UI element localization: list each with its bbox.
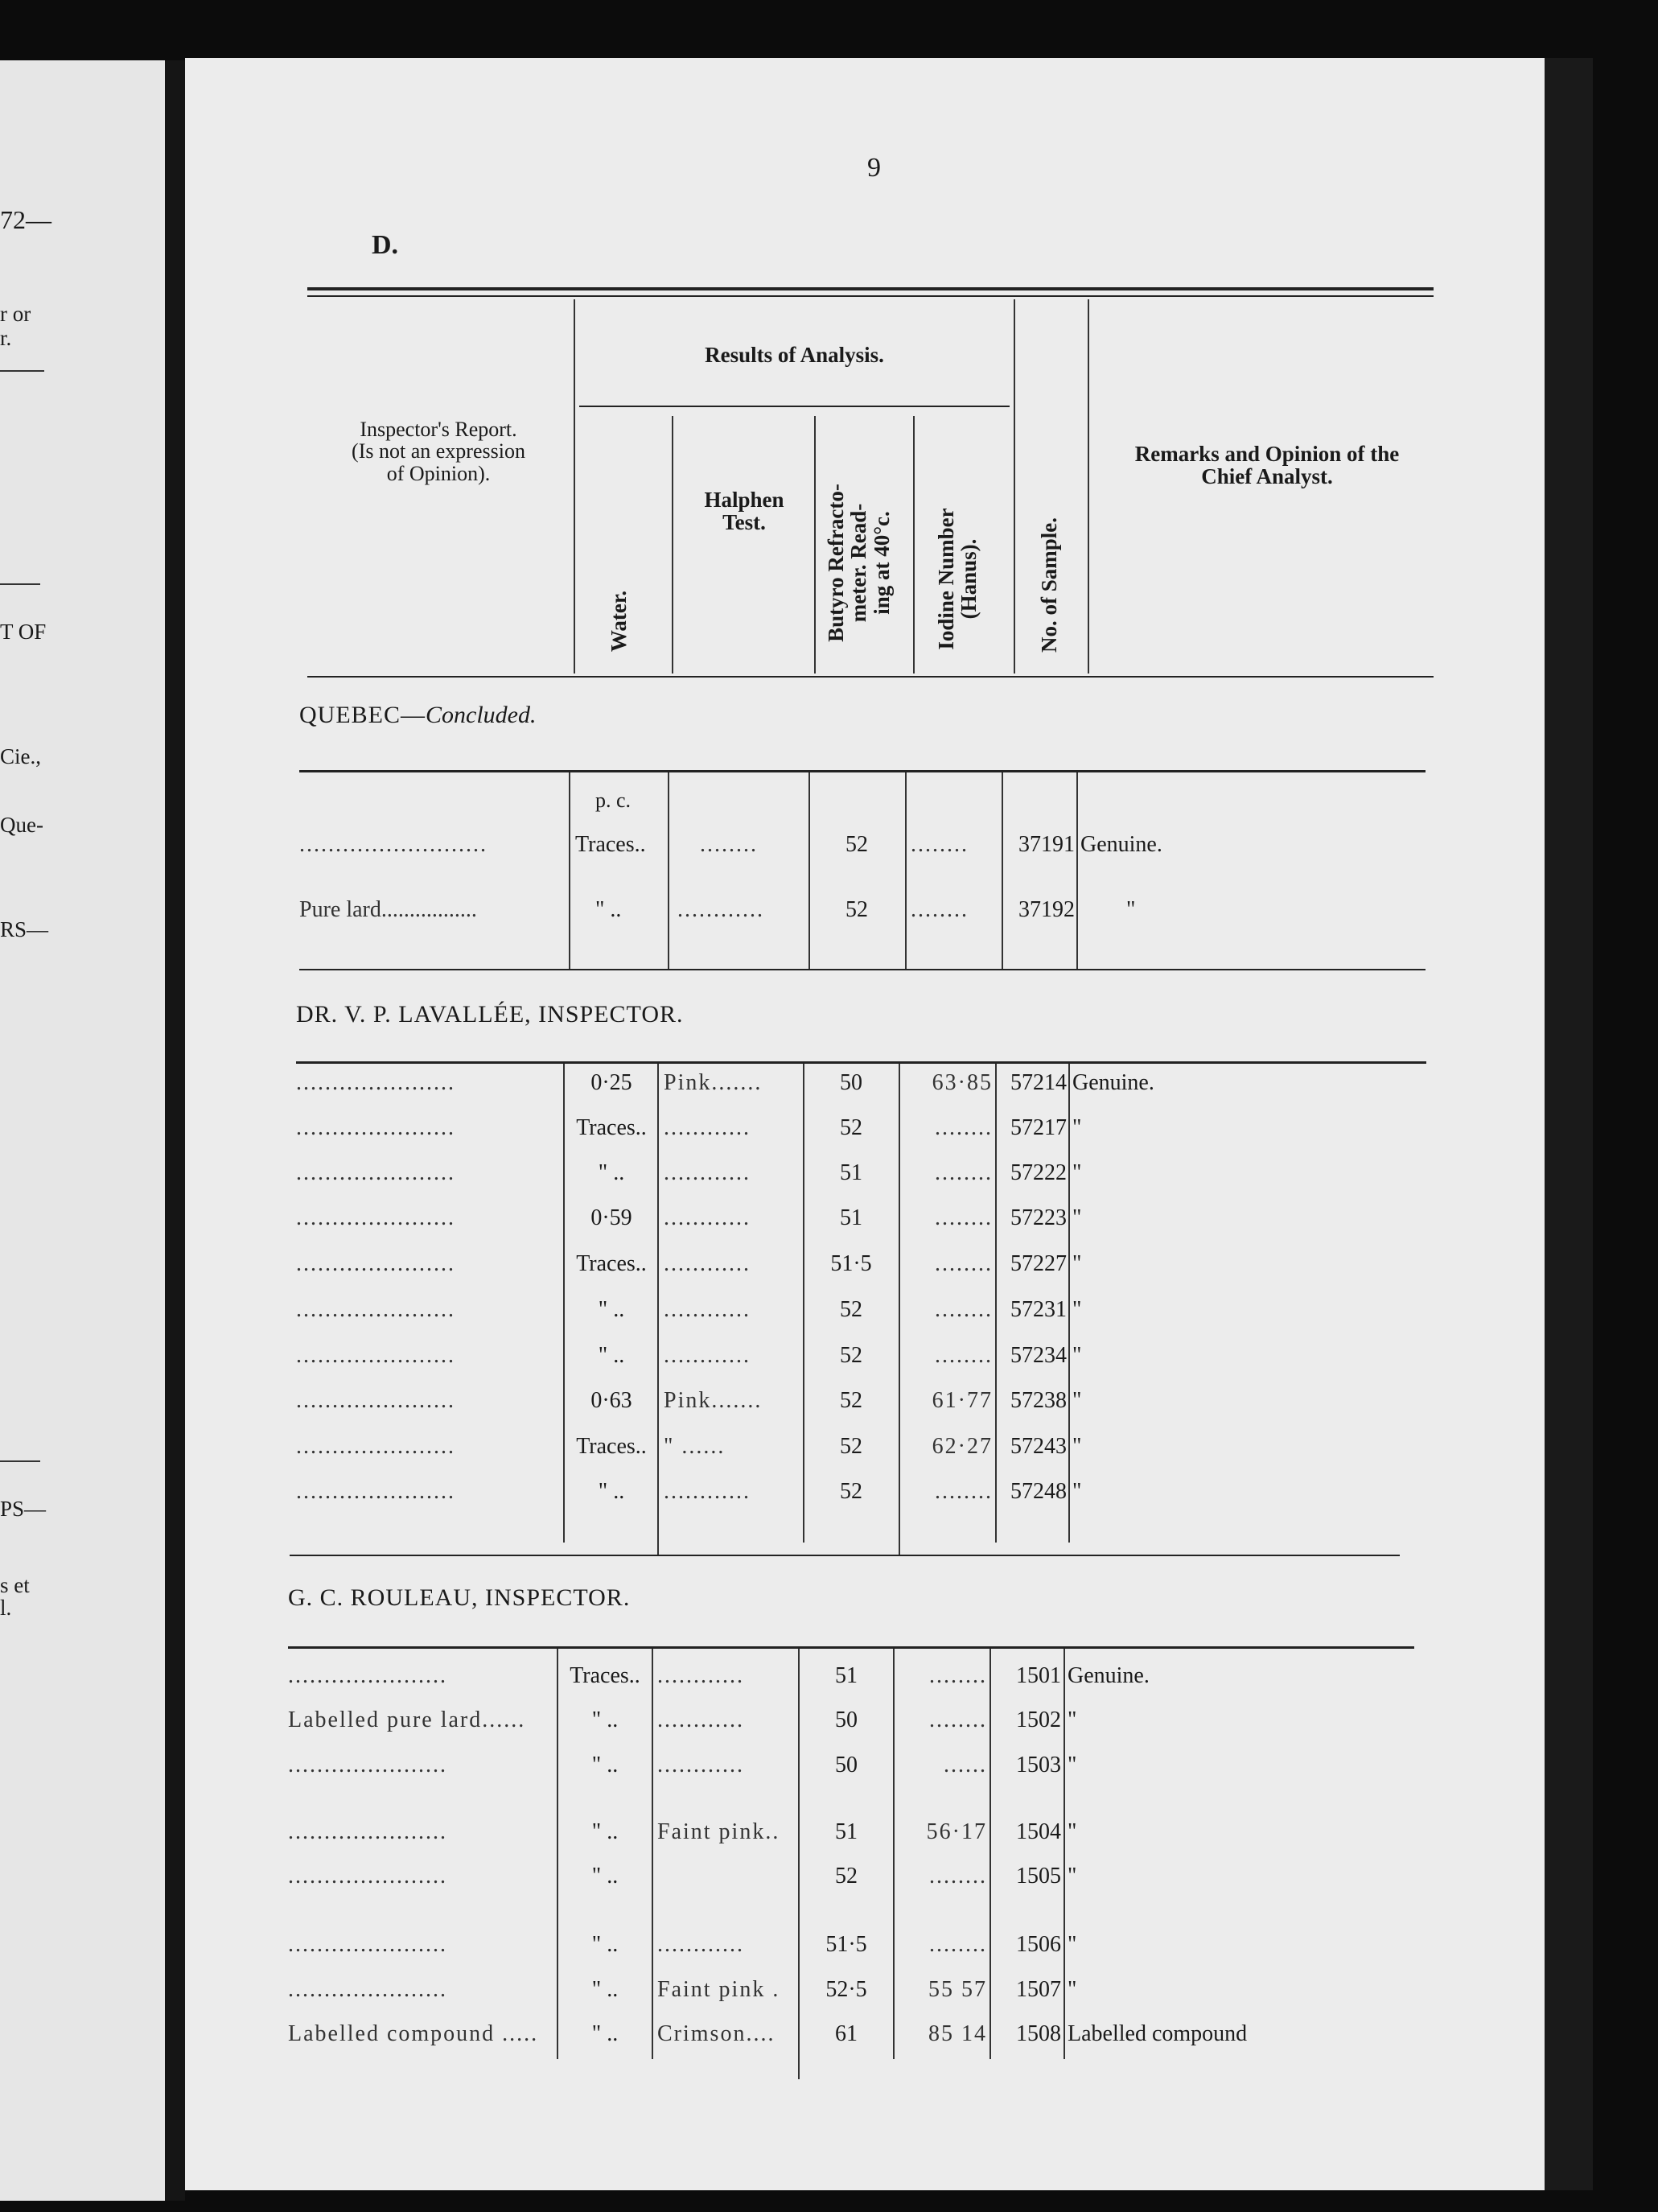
cell-sample: 1507 (1016, 1977, 1061, 2002)
cell-sample: 57222 (1010, 1160, 1067, 1185)
cell-remarks: " (1068, 1753, 1077, 1777)
cell-butyro: 52 (845, 897, 868, 922)
cell-halphen: Crimson.... (657, 2021, 776, 2046)
cell-iodine: ........ (911, 832, 969, 857)
cell-water: " .. (598, 1160, 625, 1185)
facing-page-rule (0, 370, 44, 372)
cell-sample: 57238 (1010, 1388, 1067, 1413)
cell-water: " .. (591, 1707, 619, 1732)
cell-water: " .. (598, 1479, 625, 1504)
cell-halphen: Faint pink.. (657, 1819, 780, 1844)
cell-report: ...................... (288, 1932, 447, 1957)
cell-remarks: " (1072, 1115, 1082, 1140)
cell-water: Traces.. (576, 1434, 647, 1459)
column-divider (905, 772, 907, 970)
cell-sample: 1508 (1016, 2021, 1061, 2046)
cell-iodine: ........ (929, 1932, 987, 1957)
column-divider (995, 1064, 997, 1543)
cell-halphen: ............ (677, 897, 764, 922)
cell-remarks: " (1072, 1434, 1082, 1459)
cell-water: 0·63 (590, 1388, 632, 1413)
facing-page (0, 60, 165, 2201)
header-rule (307, 295, 1434, 297)
cell-butyro: 51·5 (825, 1932, 867, 1957)
cell-sample: 57248 (1010, 1479, 1067, 1504)
cell-report: ...................... (296, 1115, 455, 1140)
facing-page-fragment: Que- (0, 813, 43, 837)
cell-report: ...................... (288, 1977, 447, 2002)
section-rule (288, 1646, 1414, 1649)
cell-report: ...................... (296, 1479, 455, 1504)
column-divider (989, 1649, 991, 2059)
cell-report: .......................... (299, 832, 488, 857)
cell-sample: 57243 (1010, 1434, 1067, 1459)
header-butyro-refractometer: Butyro Refracto- meter. Read- ing at 40°c. (824, 484, 894, 642)
cell-butyro: 52 (835, 1864, 858, 1889)
column-divider (668, 772, 669, 970)
cell-water: " .. (591, 1753, 619, 1777)
section-letter: D. (372, 230, 399, 260)
cell-sample: 57234 (1010, 1343, 1067, 1368)
cell-water: " .. (591, 1864, 619, 1889)
column-divider (803, 1064, 804, 1543)
cell-halphen: ............ (664, 1205, 751, 1230)
cell-remarks: " (1072, 1160, 1082, 1185)
cell-sample: 57231 (1010, 1297, 1067, 1322)
header-halphen-test: Halphen Test. (704, 488, 784, 535)
column-divider (569, 772, 570, 970)
cell-halphen: ............ (664, 1343, 751, 1368)
cell-remarks: " (1072, 1251, 1082, 1276)
cell-iodine: ........ (929, 1707, 987, 1732)
cell-report: ...................... (296, 1434, 455, 1459)
cell-halphen: ............ (657, 1707, 744, 1732)
header-remarks: Remarks and Opinion of the Chief Analyst. (1134, 442, 1400, 489)
cell-iodine: ........ (911, 897, 969, 922)
cell-iodine: 85 14 (928, 2021, 987, 2046)
cell-iodine: ........ (935, 1205, 993, 1230)
cell-sample: 1502 (1016, 1707, 1061, 1732)
cell-butyro: 51 (835, 1663, 858, 1688)
cell-sample: 37192 (1018, 897, 1075, 922)
cell-butyro: 52 (840, 1479, 862, 1504)
facing-page-rule (0, 1460, 40, 1462)
cell-remarks: Genuine. (1072, 1070, 1154, 1095)
facing-page-rule (0, 583, 40, 585)
results-subrule (579, 406, 1010, 407)
cell-halphen: Faint pink . (657, 1977, 780, 2002)
column-divider (913, 416, 915, 673)
cell-butyro: 51 (835, 1819, 858, 1844)
book-spine (165, 60, 185, 2201)
cell-remarks: " (1072, 1297, 1082, 1322)
section-title-quebec: QUEBEC—Concluded. (299, 702, 537, 728)
column-divider (808, 772, 810, 970)
facing-page-fragment: PS— (0, 1497, 47, 1521)
cell-iodine: ........ (935, 1343, 993, 1368)
cell-butyro: 52 (845, 832, 868, 857)
cell-iodine: ........ (935, 1479, 993, 1504)
cell-report: ...................... (288, 1864, 447, 1889)
header-inspector-report: Inspector's Report. (Is not an expression of Opinion). (352, 418, 525, 485)
cell-sample: 1501 (1016, 1663, 1061, 1688)
facing-page-fragment: l. (0, 1596, 12, 1620)
cell-remarks: " (1072, 1388, 1082, 1413)
column-divider (1068, 1064, 1070, 1543)
column-divider (557, 1649, 558, 2059)
cell-report: ...................... (296, 1070, 455, 1095)
page-number: 9 (867, 153, 881, 183)
facing-page-fragment: s et (0, 1573, 30, 1597)
column-divider (574, 299, 575, 673)
cell-halphen: ........ (700, 832, 758, 857)
facing-page-fragment: Cie., (0, 744, 41, 768)
cell-remarks: " (1068, 1819, 1077, 1844)
header-rule (307, 287, 1434, 290)
cell-iodine: ........ (935, 1160, 993, 1185)
cell-report: ...................... (288, 1819, 447, 1844)
cell-report: ...................... (296, 1205, 455, 1230)
cell-halphen: ............ (657, 1663, 744, 1688)
cell-butyro: 51 (840, 1160, 862, 1185)
column-divider (1014, 299, 1015, 673)
header-sample-number: No. of Sample. (1037, 517, 1061, 653)
facing-page-fragment: r. (0, 326, 12, 350)
cell-butyro: 50 (835, 1753, 858, 1777)
header-results-of-analysis: Results of Analysis. (705, 343, 884, 367)
cell-report: ...................... (296, 1388, 455, 1413)
cell-butyro: 50 (840, 1070, 862, 1095)
cell-halphen: ............ (657, 1932, 744, 1957)
cell-sample: 1505 (1016, 1864, 1061, 1889)
cell-butyro: 51·5 (830, 1251, 872, 1276)
cell-halphen: Pink....... (664, 1388, 763, 1413)
cell-butyro: 52 (840, 1115, 862, 1140)
cell-water: " .. (598, 1297, 625, 1322)
cell-water: Traces.. (575, 832, 646, 857)
cell-halphen: ............ (657, 1753, 744, 1777)
cell-halphen: ............ (664, 1297, 751, 1322)
header-iodine-number: Iodine Number (Hanus). (934, 508, 981, 650)
cell-sample: 57217 (1010, 1115, 1067, 1140)
cell-water: 0·25 (590, 1070, 632, 1095)
page-edge (1545, 58, 1593, 2190)
cell-water: Traces.. (570, 1663, 640, 1688)
facing-page-fragment: T OF (0, 620, 47, 644)
cell-report: ...................... (296, 1160, 455, 1185)
cell-iodine: 56·17 (926, 1819, 987, 1844)
cell-iodine: ...... (944, 1753, 987, 1777)
column-divider (1002, 772, 1003, 970)
cell-butyro: 52 (840, 1388, 862, 1413)
cell-report: ...................... (296, 1251, 455, 1276)
cell-iodine: 63·85 (932, 1070, 993, 1095)
cell-halphen: ............ (664, 1251, 751, 1276)
cell-report: ...................... (288, 1753, 447, 1777)
section-title-lavallee: DR. V. P. LAVALLÉE, INSPECTOR. (296, 1001, 684, 1028)
cell-butyro: 52·5 (825, 1977, 867, 2002)
column-divider (814, 416, 816, 673)
cell-sample: 57223 (1010, 1205, 1067, 1230)
cell-butyro: 50 (835, 1707, 858, 1732)
header-bottom-rule (307, 676, 1434, 678)
cell-report: Labelled compound ..... (288, 2021, 539, 2046)
cell-report: ...................... (296, 1297, 455, 1322)
cell-report: Labelled pure lard...... (288, 1707, 526, 1732)
cell-remarks: " (1068, 1977, 1077, 2002)
section-rule (299, 969, 1426, 970)
cell-iodine: ........ (929, 1864, 987, 1889)
cell-remarks: " (1072, 1205, 1082, 1230)
cell-butyro: 52 (840, 1434, 862, 1459)
cell-iodine: 55 57 (928, 1977, 987, 2002)
cell-iodine: ........ (935, 1251, 993, 1276)
column-divider (652, 1649, 653, 2059)
cell-sample: 57227 (1010, 1251, 1067, 1276)
header-water: Water. (607, 590, 631, 653)
cell-remarks: " (1068, 1932, 1077, 1957)
column-divider (1088, 299, 1089, 673)
section-rule (299, 770, 1426, 772)
cell-butyro: 61 (835, 2021, 858, 2046)
column-divider (1064, 1649, 1065, 2059)
section-rule (290, 1555, 1400, 1556)
cell-water: " .. (591, 1977, 619, 2002)
cell-remarks: Genuine. (1068, 1663, 1150, 1688)
cell-iodine: ........ (929, 1663, 987, 1688)
cell-report: ...................... (296, 1343, 455, 1368)
cell-sample: 37191 (1018, 832, 1075, 857)
cell-report: ...................... (288, 1663, 447, 1688)
cell-water: 0·59 (590, 1205, 632, 1230)
facing-page-fragment: 72— (0, 205, 51, 234)
cell-iodine: 61·77 (932, 1388, 993, 1413)
section-title-rouleau: G. C. ROULEAU, INSPECTOR. (288, 1584, 631, 1611)
cell-sample: 1503 (1016, 1753, 1061, 1777)
cell-water: Traces.. (576, 1251, 647, 1276)
units-label: p. c. (595, 789, 632, 812)
cell-remarks: " (1068, 1864, 1077, 1889)
cell-remarks: " (1068, 1707, 1077, 1732)
column-divider (657, 1064, 659, 1556)
cell-remarks: Labelled compound (1068, 2021, 1248, 2046)
cell-water: " .. (591, 1819, 619, 1844)
section-rule (296, 1061, 1426, 1064)
cell-remarks: " (1126, 897, 1136, 922)
column-divider (563, 1064, 565, 1543)
cell-halphen: ............ (664, 1115, 751, 1140)
cell-sample: 1504 (1016, 1819, 1061, 1844)
document-page (185, 58, 1545, 2190)
cell-water: Traces.. (576, 1115, 647, 1140)
cell-halphen: ............ (664, 1160, 751, 1185)
cell-sample: 1506 (1016, 1932, 1061, 1957)
cell-butyro: 51 (840, 1205, 862, 1230)
cell-iodine: ........ (935, 1115, 993, 1140)
cell-halphen: ............ (664, 1479, 751, 1504)
cell-report: Pure lard................. (299, 897, 477, 922)
cell-water: " .. (591, 1932, 619, 1957)
column-divider (798, 1649, 800, 2079)
cell-iodine: 62·27 (932, 1434, 993, 1459)
cell-water: " .. (598, 1343, 625, 1368)
facing-page-fragment: RS— (0, 917, 49, 941)
column-divider (899, 1064, 900, 1556)
column-divider (672, 416, 673, 673)
cell-water: " .. (595, 897, 622, 922)
cell-butyro: 52 (840, 1297, 862, 1322)
facing-page-fragment: r or (0, 302, 31, 326)
cell-halphen: " ...... (664, 1434, 726, 1459)
cell-remarks: " (1072, 1343, 1082, 1368)
cell-butyro: 52 (840, 1343, 862, 1368)
column-divider (1076, 772, 1078, 970)
cell-water: " .. (591, 2021, 619, 2046)
cell-sample: 57214 (1010, 1070, 1067, 1095)
cell-halphen: Pink....... (664, 1070, 763, 1095)
column-divider (893, 1649, 895, 2059)
cell-iodine: ........ (935, 1297, 993, 1322)
cell-remarks: " (1072, 1479, 1082, 1504)
cell-remarks: Genuine. (1080, 832, 1162, 857)
